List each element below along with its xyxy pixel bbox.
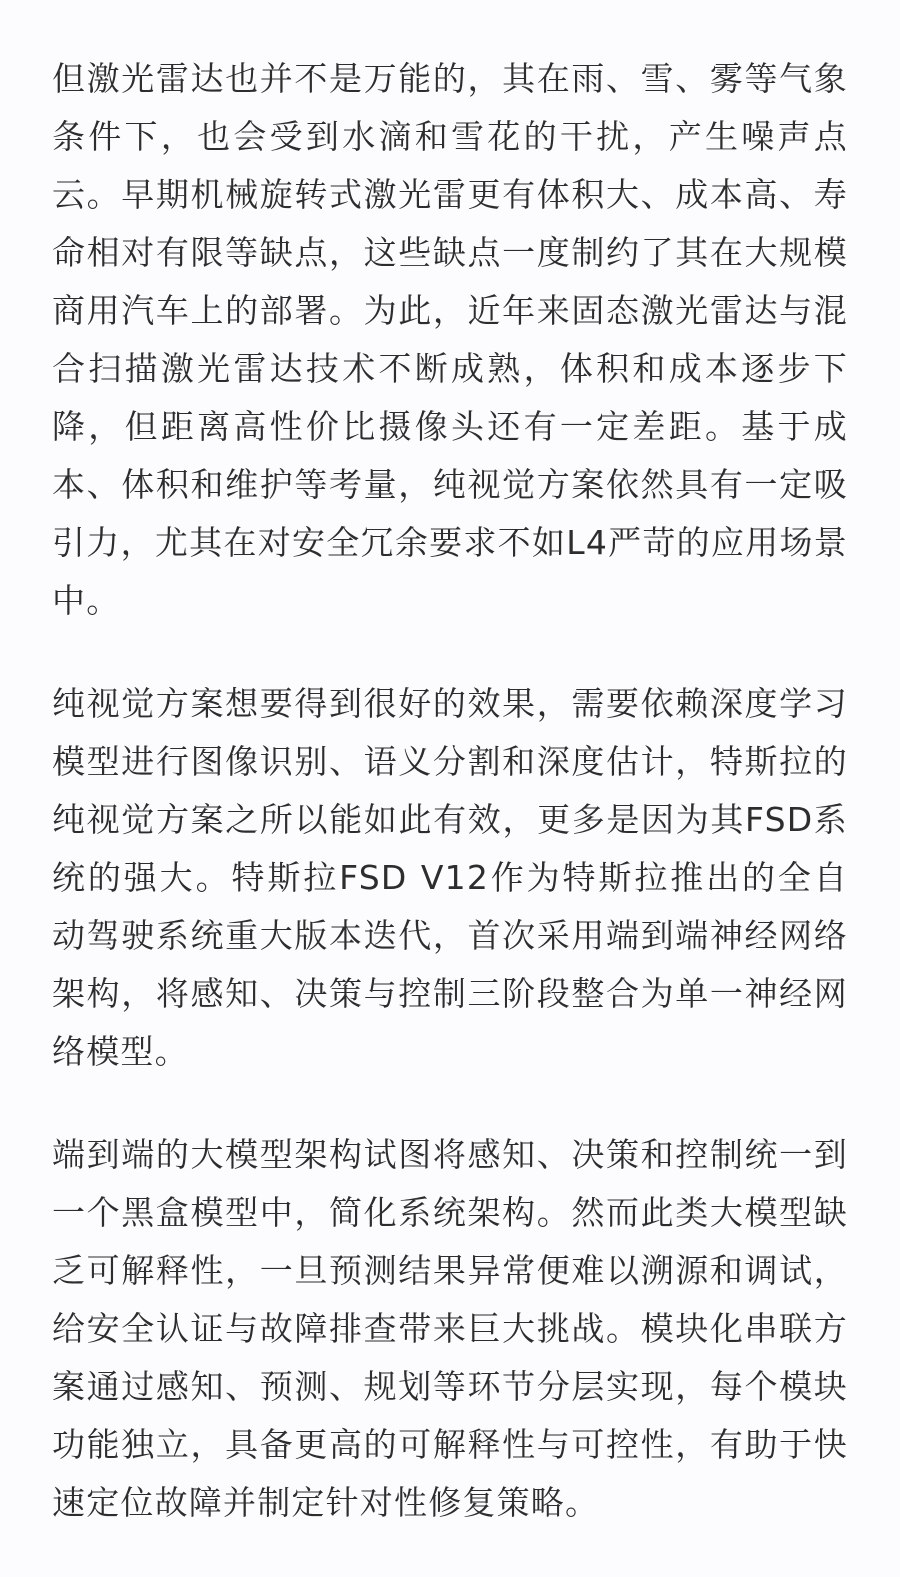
article-body	[52, 50, 848, 1577]
paragraph-end-to-end-model: 端到端的大模型架构试图将感知、决策和控制统一到一个黑盒模型中，简化系统架构。然而此类大模型缺乏可解释性，一旦预测结果异常便难以溯源和调试，给安全认证与故障排查带来巨大挑战。模块化串联方案通过感知、预测、规划等环节分层实现，每个模块功能独立，具备更高的可解释性与可控性，有助于快速定位故障并制定针对性修复策略。	[52, 1135, 848, 1522]
paragraph-vision-solution: 纯视觉方案想要得到很好的效果，需要依赖深度学习模型进行图像识别、语义分割和深度估计，特斯拉的纯视觉方案之所以能如此有效，更多是因为其FSD系统的强大。特斯拉FSD V12作为特斯拉推出的全自动驾驶系统重大版本迭代，首次采用端到端神经网络架构，将感知、决策与控制三阶段整合为单一神经网络模型。	[52, 684, 848, 1071]
paragraph-lidar-limitations: 但激光雷达也并不是万能的，其在雨、雪、雾等气象条件下，也会受到水滴和雪花的干扰，产生噪声点云。早期机械旋转式激光雷更有体积大、成本高、寿命相对有限等缺点，这些缺点一度制约了其在大规模商用汽车上的部署。为此，近年来固态激光雷达与混合扫描激光雷达技术不断成熟，体积和成本逐步下降，但距离高性价比摄像头还有一定差距。基于成本、体积和维护等考量，纯视觉方案依然具有一定吸引力，尤其在对安全冗余要求不如L4严苛的应用场景中。	[52, 59, 848, 620]
